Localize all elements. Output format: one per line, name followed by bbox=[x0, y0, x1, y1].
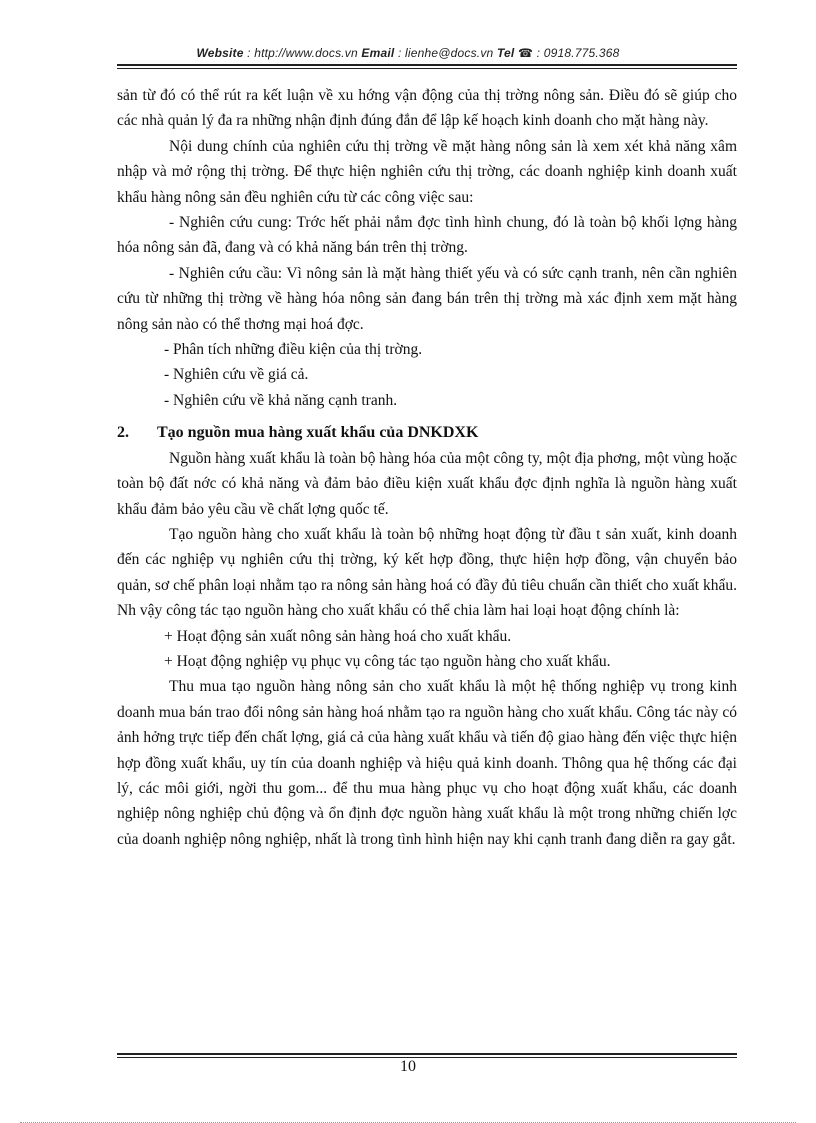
page-body bbox=[117, 83, 737, 852]
list-item: + Hoạt động nghiệp vụ phục vụ công tác tạo nguồn hàng cho xuất khẩu. bbox=[164, 652, 611, 670]
email-value: : lienhe@docs.vn bbox=[394, 46, 497, 60]
header-rule-thin bbox=[117, 68, 737, 69]
page-number: 10 bbox=[400, 1058, 416, 1075]
footer-rule bbox=[117, 1053, 737, 1055]
list-item: + Hoạt động sản xuất nông sản hàng hoá cho xuất khẩu. bbox=[164, 627, 512, 645]
website-value: : http://www.docs.vn bbox=[243, 46, 362, 60]
paragraph: Thu mua tạo nguồn hàng nông sản cho xuất khẩu là một hệ thống nghiệp vụ trong kinh doanh mua bán trao đổi nông sản hàng hoá nhằm tạo ra nguồn hàng cho xuất khẩu. Công tác này có ảnh hởng trực tiếp đến chất lợng, giá cả của hàng xuất khẩu và tiến độ giao hàng đến việc thực hiện hợp đồng xuất khẩu, uy tín của doanh nghiệp và hiệu quả kinh doanh. Thông qua hệ thống các đại lý, các môi giới, ngời thu gom... để thu mua hàng phục vụ cho hoạt động xuất khẩu, các doanh nghiệp nông nghiệp chủ động và ổn định đợc nguồn hàng xuất khẩu là một trong những chiến lợc của doanh nghiệp nông nghiệp, nhất là trong tình hình hiện nay khi cạnh tranh đang diễn ra gay gắt. bbox=[117, 678, 737, 848]
section-heading bbox=[117, 420, 737, 445]
page-header bbox=[0, 46, 816, 60]
header-rule bbox=[117, 64, 737, 66]
list-item: - Nghiên cứu về giá cả. bbox=[164, 366, 309, 384]
list-item: - Nghiên cứu về khả năng cạnh tranh. bbox=[164, 391, 398, 409]
tel-label: Tel ☎ bbox=[496, 46, 534, 60]
list-item: - Phân tích những điều kiện của thị trờng. bbox=[164, 341, 423, 359]
paragraph: Tạo nguồn hàng cho xuất khẩu là toàn bộ những hoạt động từ đầu t sản xuất, kinh doanh đến các nghiệp vụ nghiên cứu thị trờng, ký kết hợp đồng, thực hiện hợp đồng, vận chuyển bảo quản, sơ chế phân loại nhằm tạo ra nông sản hàng hoá có đầy đủ tiêu chuẩn cần thiết cho xuất khẩu. Nh vậy công tác tạo nguồn hàng cho xuất khẩu có thể chia làm hai loại hoạt động chính là: bbox=[117, 525, 737, 620]
paragraph: Nguồn hàng xuất khẩu là toàn bộ hàng hóa của một công ty, một địa phơng, một vùng hoặc toàn bộ đất nớc có khả năng và đảm bảo điều kiện xuất khẩu đợc định nghĩa là nguồn hàng xuất khẩu đảm bảo yêu cầu về chất lợng quốc tế. bbox=[117, 449, 737, 518]
paragraph: sản từ đó có thể rút ra kết luận về xu hớng vận động của thị trờng nông sản. Điều đó sẽ giúp cho các nhà quản lý đa ra những nhận định đúng đắn để lập kế hoạch kinh doanh cho mặt hàng này. bbox=[117, 87, 737, 130]
email-label: Email bbox=[361, 46, 395, 60]
list-item: - Nghiên cứu cầu: Vì nông sản là mặt hàng thiết yếu và có sức cạnh tranh, nên cần nghiên cứu từ những thị trờng về hàng hóa nông sản đang bán trên thị trờng mà xác định xem mặt hàng nông sản nào có thể thơng mại hoá đợc. bbox=[117, 264, 737, 333]
section-title: Tạo nguồn mua hàng xuất khẩu của DNKDXK bbox=[157, 424, 479, 442]
paragraph: Nội dung chính của nghiên cứu thị trờng về mặt hàng nông sản là xem xét khả năng xâm nhập và mở rộng thị trờng. Để thực hiện nghiên cứu thị trờng, các doanh nghiệp kinh doanh xuất khẩu hàng nông sản đều nghiên cứu từ các công việc sau: bbox=[117, 137, 737, 206]
tel-value: : 0918.775.368 bbox=[533, 46, 620, 60]
section-number: 2. bbox=[117, 424, 129, 442]
website-label: Website bbox=[196, 46, 244, 60]
list-item: - Nghiên cứu cung: Trớc hết phải nắm đợc tình hình chung, đó là toàn bộ khối lợng hàng hóa nông sản đã, đang và có khả năng bán trên thị trờng. bbox=[117, 214, 737, 257]
